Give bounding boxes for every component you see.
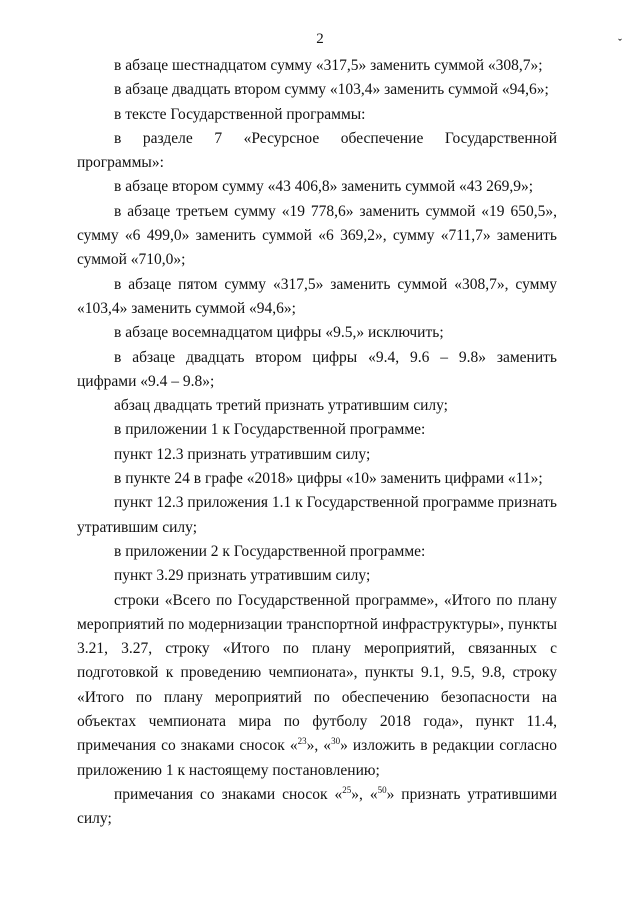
paragraph-footnotes-invalidate	[77, 783, 557, 832]
paragraph-footnote-rows	[77, 589, 557, 783]
paragraph: в абзаце пятом сумму «317,5» заменить суммой «308,7», сумму «103,4» заменить суммой «94,6»;	[77, 275, 557, 317]
footnote-superscript: 23	[297, 736, 307, 747]
text-segment: » изложить в редакции согласно приложению 1 к настоящему постановлению;	[77, 737, 558, 779]
text-segment: » признать утратившими силу;	[77, 785, 558, 828]
paragraph: в абзаце двадцать втором цифры «9.4, 9.6 – 9.8» заменить цифрами «9.4 – 9.8»;	[77, 348, 557, 390]
text-segment: », «	[306, 737, 332, 755]
paragraph: пункт 3.29 признать утратившим силу;	[114, 567, 371, 585]
footnote-superscript: 25	[342, 784, 352, 795]
paragraph: в тексте Государственной программы:	[114, 105, 366, 123]
paragraph: в приложении 1 к Государственной программе:	[114, 421, 426, 439]
text-segment: примечания со знаками сносок «	[114, 785, 343, 803]
paragraph: в пункте 24 в графе «2018» цифры «10» заменить цифрами «11»;	[114, 470, 543, 488]
paragraph: в абзаце шестнадцатом сумму «317,5» заменить суммой «308,7»;	[114, 57, 543, 74]
corner-mark: ˇ	[618, 36, 622, 50]
paragraph: пункт 12.3 приложения 1.1 к Государственной программе признать утратившим силу;	[77, 494, 557, 536]
paragraph: абзац двадцать третий признать утратившим силу;	[114, 397, 448, 415]
paragraph: в приложении 2 к Государственной программе:	[114, 542, 426, 560]
paragraph: пункт 12.3 признать утратившим силу;	[114, 445, 371, 463]
text-segment: строки «Всего по Государственной программе», «Итого по плану мероприятий по модернизации транспортной инфраструктуры», пункты 3.21, 3.27, строку «Итого по плану мероприятий, связанных с подготовкой к проведению чемпионата», пункты 9.1, 9.5, 9.8, строку «Итого по плану мероприятий по обеспечению безопасности на объектах чемпионата мира по футболу 2018 года», пункт 11.4, примечания со знаками сносок «	[77, 591, 557, 755]
document-body	[77, 54, 557, 832]
footnote-superscript: 30	[331, 736, 341, 747]
paragraph: в абзаце двадцать втором сумму «103,4» заменить суммой «94,6»;	[114, 81, 549, 99]
paragraph: в разделе 7 «Ресурсное обеспечение Государственной программы»:	[77, 129, 557, 172]
page-number: 2	[316, 31, 324, 47]
paragraph: в абзаце восемнадцатом цифры «9.5,» исключить;	[114, 324, 444, 342]
text-segment: », «	[351, 785, 378, 803]
paragraph: в абзаце втором сумму «43 406,8» заменить суммой «43 269,9»;	[114, 178, 534, 196]
footnote-superscript: 50	[377, 784, 387, 795]
paragraph: в абзаце третьем сумму «19 778,6» заменить суммой «19 650,5», сумму «6 499,0» заменить суммой «6 369,2», сумму «711,7» заменить суммой «710,0»;	[77, 202, 557, 269]
